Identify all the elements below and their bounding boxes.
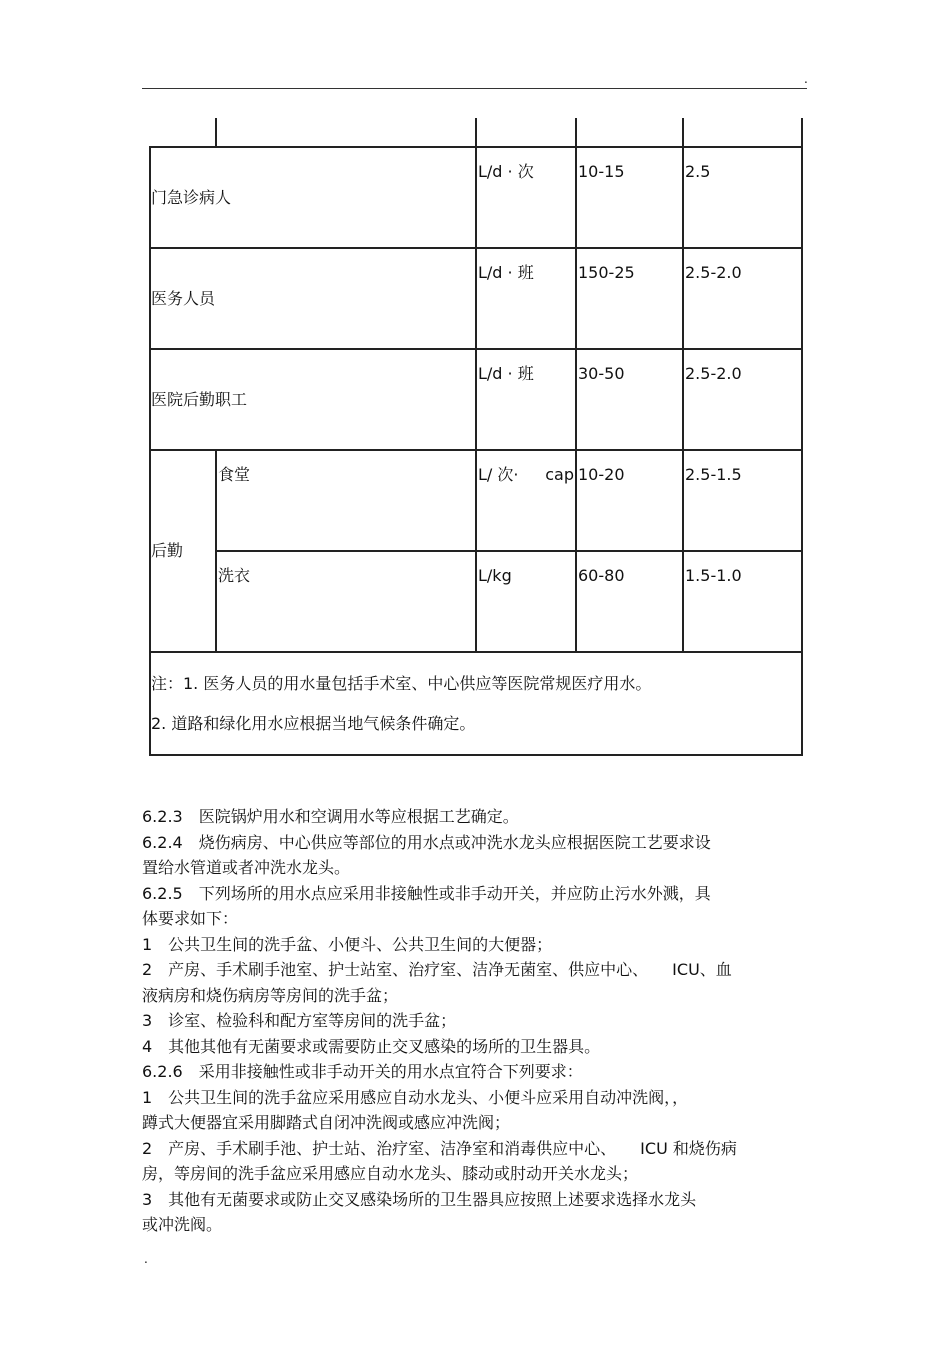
unit-left: L/ 次· [478, 465, 519, 484]
header-rule [142, 88, 807, 89]
sub-category-cell [216, 450, 476, 551]
table-row [150, 248, 802, 349]
note-line: 注：1. 医务人员的用水量包括手术室、中心供应等医院常规医疗用水。 [151, 673, 652, 693]
table-row [150, 349, 802, 450]
table-row-blank [150, 118, 802, 147]
notes-cell [150, 652, 802, 755]
quota-value: 30-50 [578, 364, 625, 383]
unit-left: L/d · 班 [478, 263, 534, 282]
sub-category-name: 洗衣 [218, 566, 251, 585]
clause-line: 置给水管道或者冲洗水龙头。 [142, 858, 351, 877]
table-row [150, 450, 802, 551]
quota-value: 10-15 [578, 162, 625, 181]
clause-line: 6.2.3 医院锅炉用水和空调用水等应根据工艺确定。 [142, 807, 519, 826]
group-name: 后勤 [151, 541, 184, 560]
table-row [150, 551, 802, 652]
unit-cell [476, 551, 576, 652]
clause-line: 2 产房、手术刷手池、护士站、治疗室、洁净室和消毒供应中心、 ICU 和烧伤病 [142, 1138, 737, 1158]
category-name: 医务人员 [151, 288, 216, 308]
specification-text [142, 804, 807, 1238]
quota-value: 60-80 [578, 566, 625, 585]
coef-cell [683, 551, 802, 652]
clause-line: 2 产房、手术刷手池室、护士站室、治疗室、洁净无菌室、供应中心、 ICU、血 [142, 960, 732, 979]
clause-line: 体要求如下： [142, 909, 239, 928]
unit-right: cap [545, 465, 574, 484]
header-mark: . [804, 72, 808, 86]
clause-line: 房，等房间的洗手盆应采用感应自动水龙头、膝动或肘动开关水龙头； [142, 1164, 639, 1183]
clause-line: 蹲式大便器宜采用脚踏式自闭冲洗阀或感应冲洗阀； [142, 1113, 511, 1132]
clause-line: 6.2.4 烧伤病房、中心供应等部位的用水点或冲洗水龙头应根据医院工艺要求设 [142, 832, 711, 852]
coef-cell [683, 349, 802, 450]
unit-cell [476, 248, 576, 349]
clause-line: 或冲洗阀。 [142, 1215, 223, 1234]
clause-line: 1 公共卫生间的洗手盆应采用感应自动水龙头、小便斗应采用自动冲洗阀，， [142, 1087, 689, 1107]
sub-category-cell [216, 551, 476, 652]
group-cell [150, 450, 216, 652]
quota-cell [576, 551, 683, 652]
coef-value: 2.5 [685, 162, 711, 181]
coef-value: 2.5-2.0 [685, 263, 742, 282]
table-notes-row [150, 652, 802, 755]
coef-cell [683, 147, 802, 248]
blank-cell [576, 118, 683, 147]
blank-cell [683, 118, 802, 147]
footer-mark: . [144, 1252, 148, 1266]
category-cell [150, 248, 476, 349]
note-line: 2. 道路和绿化用水应根据当地气候条件确定。 [151, 713, 476, 733]
clause-line: 3 诊室、检验科和配方室等房间的洗手盆； [142, 1011, 457, 1030]
clause-line: 4 其他其他有无菌要求或需要防止交叉感染的场所的卫生器具。 [142, 1036, 601, 1056]
quota-cell [576, 349, 683, 450]
category-name: 门急诊病人 [151, 187, 232, 207]
clause-line: 1 公共卫生间的洗手盆、小便斗、公共卫生间的大便器； [142, 934, 553, 954]
unit-cell [476, 349, 576, 450]
category-cell [150, 349, 476, 450]
blank-cell [216, 118, 476, 147]
category-name: 医院后勤职工 [151, 389, 248, 409]
blank-cell [476, 118, 576, 147]
clause-line: 6.2.5 下列场所的用水点应采用非接触性或非手动开关，并应防止污水外溅，具 [142, 883, 711, 903]
coef-value: 2.5-1.5 [685, 465, 742, 484]
clause-line: 6.2.6 采用非接触性或非手动开关的用水点宜符合下列要求： [142, 1062, 583, 1081]
unit-cell [476, 147, 576, 248]
unit-left: L/kg [478, 566, 512, 585]
quota-value: 10-20 [578, 465, 625, 484]
quota-value: 150-25 [578, 263, 635, 282]
clause-line: 液病房和烧伤病房等房间的洗手盆； [142, 985, 399, 1005]
table-row [150, 147, 802, 248]
unit-left: L/d · 次 [478, 162, 534, 181]
quota-cell [576, 450, 683, 551]
coef-value: 2.5-2.0 [685, 364, 742, 383]
coef-cell [683, 450, 802, 551]
quota-cell [576, 248, 683, 349]
blank-cell [150, 118, 216, 147]
unit-cell [476, 450, 576, 551]
sub-category-name: 食堂 [218, 465, 251, 484]
category-cell [150, 147, 476, 248]
quota-cell [576, 147, 683, 248]
coef-cell [683, 248, 802, 349]
clause-line: 3 其他有无菌要求或防止交叉感染场所的卫生器具应按照上述要求选择水龙头 [142, 1189, 697, 1209]
water-quota-table [149, 118, 803, 756]
coef-value: 1.5-1.0 [685, 566, 742, 585]
unit-left: L/d · 班 [478, 364, 534, 383]
